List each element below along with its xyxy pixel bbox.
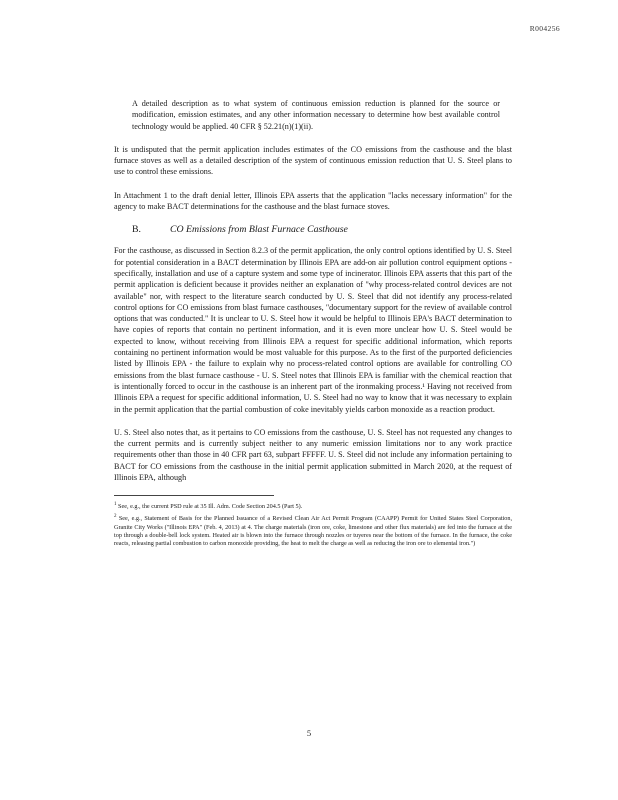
footnote-mark-2: 2	[114, 514, 117, 520]
blockquote: A detailed description as to what system of continuous emission reduction is planned for the source or modification, emission estimates, and any other information necessary to determine how best available control technology would be applied. 40 CFR § 52.21(n)(1)(ii).	[132, 99, 500, 131]
footnote-mark-1: 1	[114, 502, 117, 508]
section-paragraph-1: For the casthouse, as discussed in Section 8.2.3 of the permit application, the only control options identified by U. S. Steel for potential consideration in a BACT determination by Illinois EPA are add-on air pollution control equipment options - specifically, installation and use of a capture system and some type of incinerator. Illinois EPA asserts that this part of the permit application is deficient because it provides neither an explanation of "why process-related control devices are not available" nor, with respect to the literature search conducted by U. S. Steel that did not identify any process-related control options for CO emissions from blast furnace casthouses, "documentary support for the review of available control options that was conducted." It is unclear to U. S. Steel how it would be helpful to Illinois EPA's BACT determination to have copies of reports that contain no pertinent information, and it is even more unclear how U. S. Steel would be expected to know, without receiving from Illinois EPA a request for specific additional information, which reports containing no pertinent information would be most valuable for this purpose. As to the first of the purported deficiencies listed by Illinois EPA - the failure to explain why no process-related control options are available for controlling CO emissions from the blast furnace casthouse - U. S. Steel notes that Illinois EPA is familiar with the chemical reaction that is intentionally forced to occur in the casthouse is an inherent part of the ironmaking process.¹ Having not received from Illinois EPA a request for specific additional information, U. S. Steel had no way to know that it was necessary to explain in the permit application that the partial combustion of coke inevitably yields carbon monoxide as a reaction product.	[114, 246, 512, 414]
footnote-text-2: See, e.g., Statement of Basis for the Planned Issuance of a Revised Clean Air Act Permit Program (CAAPP) Permit for United States Steel Corporation, Granite City Works ("Illinois EPA" (Feb. 4, 2013) at 4. The charge materials (iron ore, coke, limestone and other flux materials) are fed into the furnace at the top through a double-bell lock system. Heated air is blown into the furnace through nozzles or tuyeres near the bottom of the furnace. In the furnace, the coke reacts, releasing partial combustion to carbon monoxide providing, the heat to melt the charge as well as reducing the iron ore to elemental iron.")	[114, 515, 512, 547]
footnote-text-1: See, e.g., the current PSD rule at 35 Ill. Adm. Code Section 204.5 (Part 5).	[118, 503, 303, 511]
section-title: CO Emissions from Blast Furnace Casthouse	[170, 224, 348, 236]
page-number: 5	[306, 728, 312, 738]
footnote-rule	[114, 495, 274, 496]
paragraph-1: It is undisputed that the permit application includes estimates of the CO emissions from the casthouse and the blast furnace stoves as well as a detailed description of the system of continuous emission reduction that U. S. Steel plans to use to control these emissions.	[114, 144, 512, 177]
footnote-2	[114, 513, 512, 547]
section-heading	[132, 224, 512, 235]
section-number: B.	[132, 224, 141, 236]
document-body	[114, 98, 512, 550]
section-paragraph-2: U. S. Steel also notes that, as it pertains to CO emissions from the casthouse, U. S. Steel has not requested any changes to the current permits and is currently subject neither to any numeric emission limitations nor to any work practice requirements other than those in 40 CFR part 63, subpart FFFFF. U. S. Steel did not include any information pertaining to BACT for CO emissions from the casthouse in the initial permit application submitted in March 2020, at the request of Illinois EPA, although	[114, 427, 512, 483]
footnote-1	[114, 501, 512, 511]
page-id: R004256	[529, 24, 560, 33]
paragraph-2: In Attachment 1 to the draft denial letter, Illinois EPA asserts that the application "lacks necessary information" for the agency to make BACT determinations for the casthouse and the blast furnace stoves.	[114, 190, 512, 212]
